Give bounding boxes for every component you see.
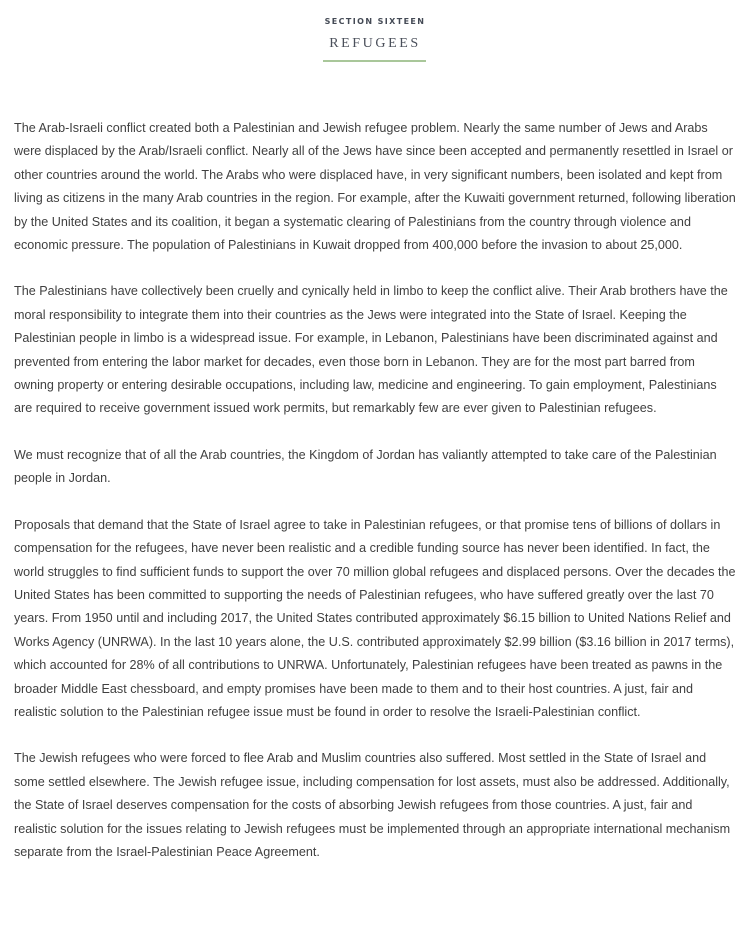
title-underline-divider	[323, 60, 426, 62]
page-title: REFUGEES	[329, 36, 421, 51]
paragraph-jewish-refugees: The Jewish refugees who were forced to flee Arab and Muslim countries also suffered. Most settled in the State of Israel and some settled elsewhere. The Jewish refugee issue, including compensation for lost assets, must also be addressed. Additionally, the State of Israel deserves compensation for the costs of absorbing Jewish refugees from those countries. A just, fair and realistic solution for the issues relating to Jewish refugees must be implemented through an appropriate international mechanism separate from the Israel-Palestinian Peace Agreement.	[14, 751, 731, 859]
paragraph-kuwait-refugees: The Arab-Israeli conflict created both a Palestinian and Jewish refugee problem. Nearly the same number of Jews and Arabs were displaced by the Arab/Israeli conflict. Nearly all of the Jews have since been accepted and permanently resettled in Israel or other countries around the world. The Arabs who were displaced have, in very significant numbers, been isolated and kept from living as citizens in the many Arab countries in the region. For example, after the Kuwaiti government returned, following liberation by the United States and its coalition, it began a systematic clearing of Palestinians from the country through violence and economic pressure. The population of Palestinians in Kuwait dropped from 400,000 before the invasion to about 25,000.	[14, 121, 736, 253]
paragraph-lebanon-limbo: The Palestinians have collectively been cruelly and cynically held in limbo to keep the conflict alive. Their Arab brothers have the moral responsibility to integrate them into their countries as the Jews were integrated into the State of Israel. Keeping the Palestinian people in limbo is a widespread issue. For example, in Lebanon, Palestinians have been discriminated against and prevented from entering the labor market for decades, even those born in Lebanon. They are for the most part barred from owning property or entering desirable occupations, including law, medicine and engineering. To gain employment, Palestinians are required to receive government issued work permits, but remarkably few are ever given to Palestinian refugees.	[14, 284, 728, 416]
paragraph-unrwa-funding: Proposals that demand that the State of Israel agree to take in Palestinian refugees, or that promise tens of billions of dollars in compensation for the refugees, have never been realistic and a credible funding source has never been identified. In fact, the world struggles to find sufficient funds to support the over 70 million global refugees and displaced persons. Over the decades the United States has been committed to supporting the needs of Palestinian refugees, who have suffered greatly over the last 70 years. From 1950 until and including 2017, the United States contributed approximately $6.15 billion to United Nations Relief and Works Agency (UNRWA). In the last 10 years alone, the U.S. contributed approximately $2.99 billion ($3.16 billion in 2017 terms), which accounted for 28% of all contributions to UNRWA. Unfortunately, Palestinian refugees have been treated as pawns in the broader Middle East chessboard, and empty promises have been made to them and to their host countries. A just, fair and realistic solution to the Palestinian refugee issue must be found in order to resolve the Israeli-Palestinian conflict.	[14, 517, 736, 719]
article-body	[14, 117, 736, 887]
paragraph-jordan: We must recognize that of all the Arab countries, the Kingdom of Jordan has valiantly attempted to take care of the Palestinian people in Jordan.	[14, 447, 717, 486]
section-label: SECTION SIXTEEN	[324, 17, 426, 26]
